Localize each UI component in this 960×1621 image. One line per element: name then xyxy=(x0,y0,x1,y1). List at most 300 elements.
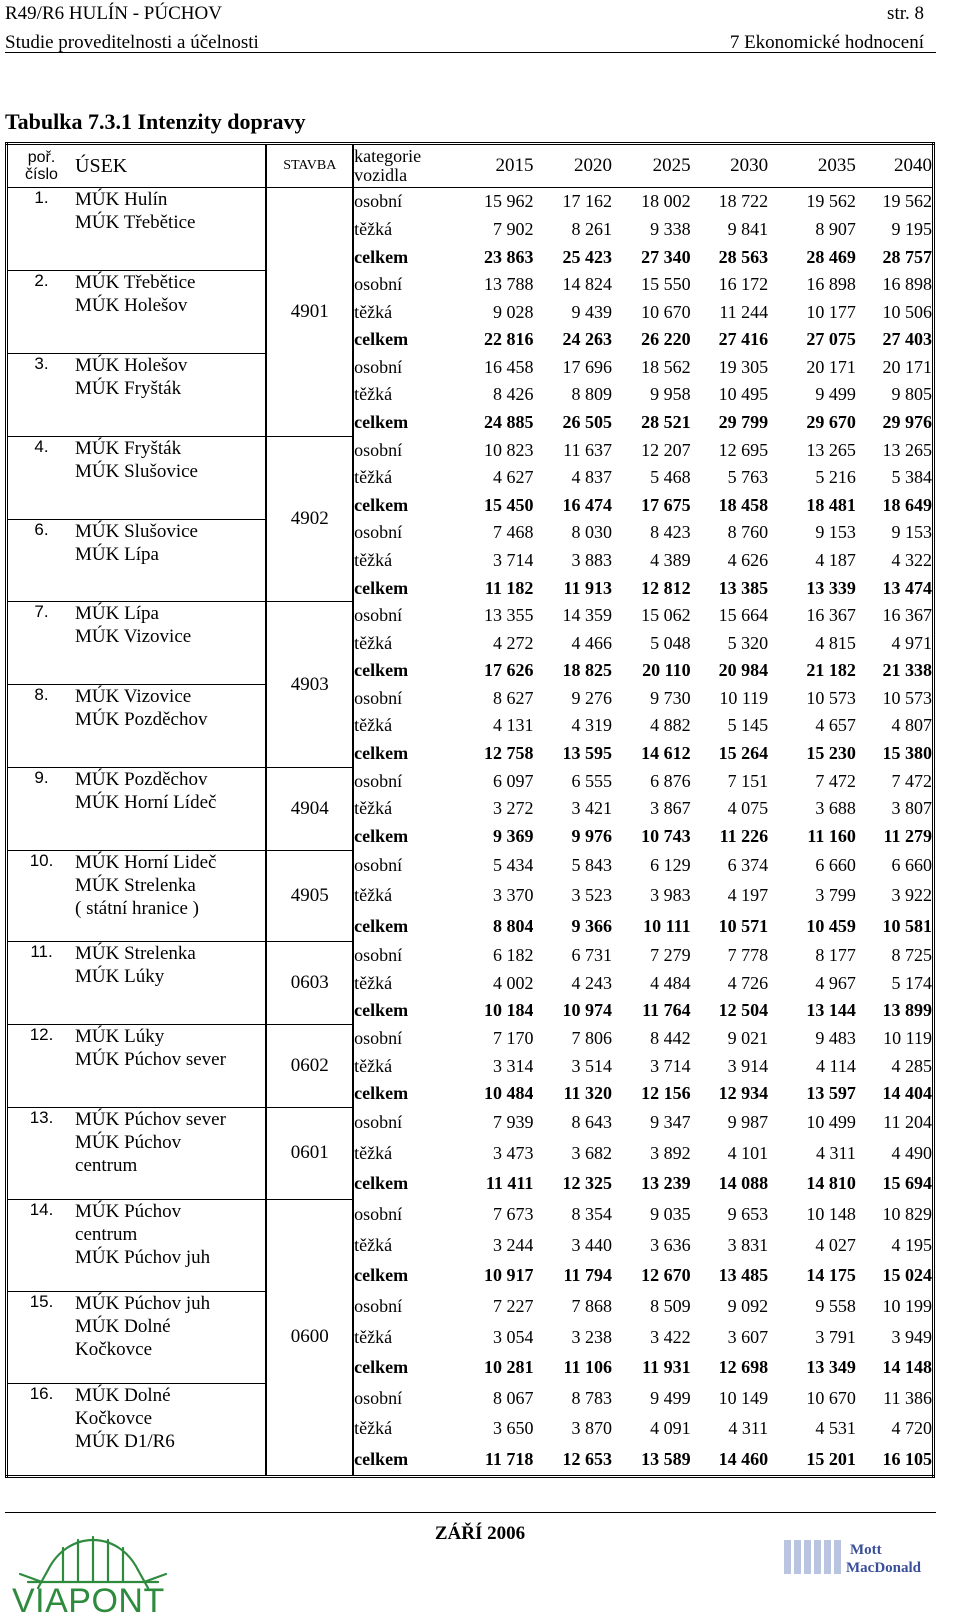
traffic-table xyxy=(5,142,935,1478)
traffic-value: 7 170 xyxy=(492,1027,534,1048)
table-row xyxy=(7,1383,934,1413)
traffic-value: 10 573 xyxy=(882,687,932,708)
traffic-value: 11 182 xyxy=(484,577,534,598)
vehicle-category: těžká xyxy=(354,1326,393,1347)
traffic-value: 4 272 xyxy=(492,632,534,653)
traffic-value: 8 783 xyxy=(571,1387,613,1408)
traffic-value: 28 469 xyxy=(806,246,856,267)
traffic-value: 10 459 xyxy=(806,916,856,937)
traffic-value: 5 468 xyxy=(650,467,691,488)
traffic-value: 9 987 xyxy=(727,1112,769,1133)
traffic-value: 10 119 xyxy=(719,687,769,708)
traffic-value: 24 885 xyxy=(483,412,534,433)
vehicle-category: celkem xyxy=(354,1083,409,1104)
row-number: 7. xyxy=(7,602,76,685)
traffic-value: 4 075 xyxy=(727,798,769,819)
traffic-value: 3 867 xyxy=(650,798,691,819)
traffic-value: 7 468 xyxy=(492,522,534,543)
traffic-value: 3 370 xyxy=(492,885,534,906)
vehicle-category: osobní xyxy=(354,770,403,791)
vehicle-category: těžká xyxy=(354,972,393,993)
traffic-value: 29 799 xyxy=(718,412,769,433)
row-number: 16. xyxy=(7,1383,76,1476)
section-name-line: MÚK Fryšták xyxy=(75,437,182,459)
traffic-value: 9 653 xyxy=(727,1204,769,1225)
traffic-value: 6 555 xyxy=(571,770,613,791)
traffic-value: 9 841 xyxy=(727,219,769,240)
traffic-value: 4 726 xyxy=(727,972,769,993)
traffic-value: 11 764 xyxy=(642,1000,691,1021)
traffic-value: 10 573 xyxy=(806,687,856,708)
stavba-code: 0602 xyxy=(266,1025,353,1108)
vehicle-category: těžká xyxy=(354,549,393,570)
traffic-value: 3 314 xyxy=(492,1055,534,1076)
row-number: 4. xyxy=(7,436,76,519)
traffic-value: 13 239 xyxy=(641,1173,691,1194)
traffic-value: 4 720 xyxy=(891,1418,932,1439)
table-caption: Tabulka 7.3.1 Intenzity dopravy xyxy=(5,109,306,134)
col-header-year: 2025 xyxy=(652,155,691,176)
traffic-value: 9 558 xyxy=(815,1296,856,1317)
traffic-value: 27 416 xyxy=(718,329,769,350)
section-name xyxy=(75,602,266,685)
section-name-line: MÚK Hulín xyxy=(75,189,168,210)
traffic-value: 16 105 xyxy=(882,1448,932,1469)
traffic-value: 5 843 xyxy=(571,854,613,875)
traffic-value: 3 650 xyxy=(492,1418,534,1439)
traffic-value: 7 673 xyxy=(492,1204,534,1225)
vehicle-category: celkem xyxy=(354,494,409,515)
table-row xyxy=(7,519,934,547)
traffic-value: 15 230 xyxy=(806,743,856,763)
row-number: 13. xyxy=(7,1107,76,1199)
traffic-value: 7 868 xyxy=(571,1296,613,1317)
traffic-value: 13 265 xyxy=(806,439,856,460)
stavba-code: 4902 xyxy=(266,436,353,601)
traffic-value: 3 831 xyxy=(727,1234,769,1255)
vehicle-category: celkem xyxy=(354,1448,409,1469)
table-row xyxy=(7,942,934,970)
traffic-value: 15 694 xyxy=(882,1173,932,1194)
vehicle-category: osobní xyxy=(354,191,403,212)
traffic-value: 15 962 xyxy=(483,191,534,212)
traffic-value: 4 971 xyxy=(891,632,932,653)
traffic-value: 8 627 xyxy=(492,687,534,708)
traffic-value: 9 369 xyxy=(492,825,534,846)
traffic-value: 28 563 xyxy=(718,246,769,267)
traffic-value: 7 939 xyxy=(492,1112,534,1133)
table-body xyxy=(7,188,934,1477)
traffic-value: 3 714 xyxy=(650,1055,691,1076)
traffic-value: 11 411 xyxy=(485,1173,534,1194)
section-name-line: MÚK Lúky xyxy=(75,966,165,988)
traffic-value: 3 799 xyxy=(815,885,856,906)
traffic-value: 3 514 xyxy=(571,1055,613,1076)
traffic-value: 6 097 xyxy=(492,770,534,791)
traffic-value: 12 653 xyxy=(562,1448,613,1469)
section-name xyxy=(75,271,266,354)
vehicle-category: těžká xyxy=(354,1055,393,1076)
traffic-value: 9 805 xyxy=(891,384,932,405)
traffic-value: 3 892 xyxy=(650,1142,691,1163)
traffic-value: 9 028 xyxy=(492,301,534,322)
traffic-value: 20 171 xyxy=(806,356,856,377)
traffic-value: 3 807 xyxy=(891,798,932,819)
section-name-line: MÚK Púchov sever xyxy=(75,1049,226,1071)
traffic-value: 15 264 xyxy=(718,743,769,763)
traffic-value: 4 657 xyxy=(815,715,856,736)
traffic-value: 4 389 xyxy=(650,549,691,570)
section-name-line: centrum xyxy=(75,1223,138,1245)
section-name xyxy=(75,519,266,602)
traffic-value: 9 730 xyxy=(650,687,691,708)
section-name-line: MÚK Púchov juh xyxy=(75,1246,211,1268)
traffic-value: 12 207 xyxy=(641,439,691,460)
row-number: 12. xyxy=(7,1025,76,1108)
traffic-value: 14 359 xyxy=(562,605,613,626)
col-header-year: 2030 xyxy=(730,155,769,176)
traffic-value: 10 743 xyxy=(641,825,691,846)
col-header-year: 2040 xyxy=(894,155,932,176)
traffic-value: 14 175 xyxy=(806,1265,856,1286)
section-name-line: MÚK Vizovice xyxy=(75,686,192,708)
traffic-value: 3 791 xyxy=(815,1326,856,1347)
traffic-value: 4 319 xyxy=(571,715,613,736)
traffic-value: 8 809 xyxy=(571,384,613,405)
traffic-value: 28 757 xyxy=(882,246,932,267)
traffic-value: 4 311 xyxy=(815,1142,856,1163)
section-name xyxy=(75,1025,266,1108)
traffic-value: 6 660 xyxy=(891,854,932,875)
traffic-value: 3 636 xyxy=(650,1234,691,1255)
traffic-value: 6 660 xyxy=(815,854,856,875)
traffic-value: 14 460 xyxy=(718,1448,769,1469)
table-row xyxy=(7,354,934,382)
traffic-value: 8 907 xyxy=(815,219,856,240)
section-name-line: Kočkovce xyxy=(75,1407,153,1429)
traffic-value: 6 876 xyxy=(650,770,691,791)
traffic-value: 16 172 xyxy=(718,274,769,295)
traffic-value: 29 976 xyxy=(882,412,932,433)
traffic-value: 17 162 xyxy=(562,191,613,212)
traffic-value: 8 426 xyxy=(492,384,534,405)
section-name-line: MÚK Púchov xyxy=(75,1200,182,1222)
vehicle-category: osobní xyxy=(354,1296,403,1317)
section-name xyxy=(75,1291,266,1383)
vehicle-category: těžká xyxy=(354,1418,393,1439)
traffic-value: 3 688 xyxy=(815,798,856,819)
traffic-value: 4 815 xyxy=(815,632,856,653)
traffic-value: 4 627 xyxy=(492,467,534,488)
section-name-line: MÚK Strelenka xyxy=(75,943,196,965)
traffic-value: 3 272 xyxy=(492,798,534,819)
traffic-value: 17 675 xyxy=(641,494,691,515)
traffic-value: 13 474 xyxy=(882,577,932,598)
traffic-value: 9 499 xyxy=(815,384,856,405)
traffic-value: 4 531 xyxy=(815,1418,856,1439)
vehicle-category: těžká xyxy=(354,219,393,240)
traffic-value: 21 338 xyxy=(882,660,932,681)
traffic-value: 9 276 xyxy=(571,687,613,708)
traffic-value: 7 151 xyxy=(727,770,769,791)
traffic-value: 24 263 xyxy=(562,329,613,350)
header-subtitle: Studie proveditelnosti a účelnosti xyxy=(5,32,259,53)
section-name xyxy=(75,942,266,1025)
traffic-value: 4 285 xyxy=(891,1055,932,1076)
traffic-value: 10 670 xyxy=(641,301,691,322)
traffic-value: 13 589 xyxy=(641,1448,691,1469)
section-name-line: MÚK Vizovice xyxy=(75,626,192,648)
row-number: 10. xyxy=(7,850,76,942)
traffic-value: 6 129 xyxy=(650,854,691,875)
traffic-value: 10 917 xyxy=(483,1265,534,1286)
stavba-code: 0601 xyxy=(266,1107,353,1199)
row-number: 2. xyxy=(7,271,76,354)
vehicle-category: celkem xyxy=(354,916,409,937)
traffic-value: 17 696 xyxy=(562,356,613,377)
traffic-value: 9 347 xyxy=(650,1112,691,1133)
table-row xyxy=(7,436,934,464)
vehicle-category: osobní xyxy=(354,274,403,295)
stavba-code: 4903 xyxy=(266,602,353,767)
traffic-value: 7 227 xyxy=(492,1296,534,1317)
section-name-line: centrum xyxy=(75,1154,138,1176)
traffic-value: 13 788 xyxy=(483,274,534,295)
traffic-value: 8 067 xyxy=(492,1387,534,1408)
vehicle-category: osobní xyxy=(354,1387,403,1408)
traffic-value: 18 825 xyxy=(562,660,613,681)
section-name xyxy=(75,1199,266,1291)
traffic-value: 7 472 xyxy=(815,770,856,791)
traffic-value: 9 195 xyxy=(891,219,932,240)
traffic-value: 22 816 xyxy=(483,329,534,350)
row-number: 15. xyxy=(7,1291,76,1383)
traffic-value: 4 807 xyxy=(891,715,932,736)
traffic-value: 4 091 xyxy=(650,1418,691,1439)
vehicle-category: těžká xyxy=(354,467,393,488)
table-row xyxy=(7,188,934,216)
traffic-value: 10 974 xyxy=(562,1000,613,1021)
vehicle-category: celkem xyxy=(354,1173,409,1194)
table-header-row xyxy=(7,144,934,188)
traffic-value: 16 367 xyxy=(806,605,856,626)
traffic-value: 14 404 xyxy=(882,1083,932,1104)
traffic-value: 18 562 xyxy=(641,356,691,377)
traffic-value: 4 002 xyxy=(492,972,534,993)
traffic-value: 9 958 xyxy=(650,384,691,405)
section-name xyxy=(75,1383,266,1476)
traffic-value: 3 523 xyxy=(571,885,613,906)
section-name-line: MÚK Strelenka xyxy=(75,874,196,896)
table-row xyxy=(7,1025,934,1053)
traffic-value: 10 506 xyxy=(882,301,932,322)
traffic-value: 13 265 xyxy=(882,439,932,460)
traffic-value: 10 495 xyxy=(718,384,769,405)
row-number: 3. xyxy=(7,354,76,437)
stavba-code: 4901 xyxy=(266,188,353,437)
section-name-line: MÚK Lípa xyxy=(75,603,159,625)
table-row xyxy=(7,1199,934,1230)
vehicle-category: osobní xyxy=(354,605,403,626)
traffic-value: 7 806 xyxy=(571,1027,613,1048)
traffic-value: 16 898 xyxy=(806,274,856,295)
traffic-value: 13 485 xyxy=(718,1265,769,1286)
vehicle-category: těžká xyxy=(354,1234,393,1255)
stavba-code: 4904 xyxy=(266,767,353,850)
mott-logo-text: Mott xyxy=(850,1542,882,1558)
traffic-value: 5 145 xyxy=(727,715,769,736)
traffic-value: 4 466 xyxy=(571,632,613,653)
traffic-value: 21 182 xyxy=(806,660,856,681)
section-name-line: MÚK Třebětice xyxy=(75,212,196,233)
traffic-value: 4 882 xyxy=(650,715,691,736)
traffic-value: 28 521 xyxy=(641,412,691,433)
section-name-line: MÚK Holešov xyxy=(75,295,188,317)
viapont-logo-text: VIAPONT xyxy=(12,1582,165,1618)
traffic-value: 13 595 xyxy=(562,743,613,763)
vehicle-category: osobní xyxy=(354,945,403,966)
section-name xyxy=(75,850,266,942)
vehicle-category: celkem xyxy=(354,660,409,681)
traffic-value: 14 612 xyxy=(641,743,691,763)
traffic-value: 8 354 xyxy=(571,1204,613,1225)
stavba-code: 0603 xyxy=(266,942,353,1025)
col-header-year: 2015 xyxy=(495,155,534,176)
traffic-value: 8 423 xyxy=(650,522,691,543)
section-name-line: MÚK Třebětice xyxy=(75,272,196,294)
vehicle-category: těžká xyxy=(354,301,393,322)
traffic-value: 3 422 xyxy=(650,1326,691,1347)
table-row xyxy=(7,685,934,713)
traffic-value: 9 366 xyxy=(571,916,613,937)
row-number: 14. xyxy=(7,1199,76,1291)
traffic-value: 4 187 xyxy=(815,549,856,570)
traffic-value: 10 484 xyxy=(483,1083,534,1104)
traffic-value: 11 913 xyxy=(563,577,613,598)
footer-rule xyxy=(5,1512,936,1513)
traffic-value: 18 649 xyxy=(882,494,932,515)
traffic-value: 11 320 xyxy=(563,1083,613,1104)
traffic-value: 9 153 xyxy=(891,522,932,543)
traffic-value: 27 075 xyxy=(806,329,856,350)
traffic-value: 9 153 xyxy=(815,522,856,543)
col-header-year: 2035 xyxy=(817,155,856,176)
section-name-line: MÚK Dolné xyxy=(75,1315,171,1337)
traffic-value: 11 204 xyxy=(883,1112,932,1133)
traffic-value: 4 101 xyxy=(727,1142,769,1163)
section-name-line: Kočkovce xyxy=(75,1338,153,1360)
section-name-line: MÚK Slušovice xyxy=(75,520,198,542)
traffic-value: 16 898 xyxy=(882,274,932,295)
traffic-value: 11 106 xyxy=(563,1357,613,1378)
traffic-value: 9 976 xyxy=(571,825,613,846)
page-number: str. 8 xyxy=(887,3,924,24)
section-name-line: MÚK Dolné xyxy=(75,1384,171,1406)
traffic-value: 11 637 xyxy=(563,439,613,460)
traffic-value: 4 837 xyxy=(571,467,613,488)
section-name-line: MÚK Horní Lídeč xyxy=(75,791,217,813)
section-name-line: MÚK Lípa xyxy=(75,543,159,565)
traffic-value: 15 380 xyxy=(882,743,932,763)
vehicle-category: celkem xyxy=(354,246,409,267)
table-row xyxy=(7,1291,934,1322)
traffic-value: 11 226 xyxy=(719,825,769,846)
traffic-value: 9 499 xyxy=(650,1387,691,1408)
traffic-value: 10 281 xyxy=(483,1357,534,1378)
traffic-value: 5 320 xyxy=(727,632,769,653)
table-row xyxy=(7,271,934,299)
mott-macdonald-logo xyxy=(780,1530,930,1590)
traffic-value: 14 810 xyxy=(806,1173,856,1194)
traffic-value: 3 054 xyxy=(492,1326,534,1347)
traffic-value: 6 731 xyxy=(571,945,613,966)
vehicle-category: celkem xyxy=(354,825,409,846)
traffic-value: 19 305 xyxy=(718,356,769,377)
section-name-line: MÚK Pozděchov xyxy=(75,768,208,790)
section-name xyxy=(75,1107,266,1199)
traffic-value: 4 311 xyxy=(728,1418,769,1439)
traffic-value: 25 423 xyxy=(562,246,613,267)
vehicle-category: celkem xyxy=(354,743,409,763)
traffic-value: 5 763 xyxy=(727,467,769,488)
traffic-value: 9 439 xyxy=(571,301,613,322)
traffic-value: 12 695 xyxy=(718,439,769,460)
traffic-value: 4 322 xyxy=(891,549,932,570)
traffic-value: 29 670 xyxy=(806,412,856,433)
traffic-value: 9 021 xyxy=(727,1027,769,1048)
traffic-value: 4 490 xyxy=(891,1142,932,1163)
traffic-value: 11 279 xyxy=(883,825,932,846)
traffic-value: 10 149 xyxy=(718,1387,769,1408)
traffic-value: 19 562 xyxy=(806,191,856,212)
traffic-value: 12 812 xyxy=(641,577,691,598)
row-number: 9. xyxy=(7,767,76,850)
traffic-value: 9 338 xyxy=(650,219,691,240)
traffic-value: 14 148 xyxy=(882,1357,932,1378)
traffic-value: 12 670 xyxy=(641,1265,691,1286)
traffic-value: 10 111 xyxy=(643,916,691,937)
traffic-value: 3 244 xyxy=(492,1234,534,1255)
section-name-line: MÚK Slušovice xyxy=(75,460,198,482)
traffic-value: 27 340 xyxy=(641,246,691,267)
traffic-value: 15 450 xyxy=(483,494,534,515)
traffic-value: 3 870 xyxy=(571,1418,613,1439)
traffic-value: 13 349 xyxy=(806,1357,856,1378)
traffic-value: 3 883 xyxy=(571,549,613,570)
section-name xyxy=(75,436,266,519)
traffic-value: 3 714 xyxy=(492,549,534,570)
traffic-value: 8 261 xyxy=(571,219,613,240)
row-number: 8. xyxy=(7,685,76,768)
traffic-value: 5 048 xyxy=(650,632,691,653)
traffic-value: 13 144 xyxy=(806,1000,856,1021)
table-row xyxy=(7,767,934,795)
vehicle-category: těžká xyxy=(354,384,393,405)
section-name xyxy=(75,188,266,271)
traffic-value: 5 174 xyxy=(891,972,932,993)
traffic-value: 8 804 xyxy=(492,916,534,937)
vehicle-category: celkem xyxy=(354,329,409,350)
traffic-value: 8 725 xyxy=(891,945,932,966)
vehicle-category: těžká xyxy=(354,1142,393,1163)
traffic-value: 27 403 xyxy=(882,329,932,350)
traffic-value: 18 458 xyxy=(718,494,769,515)
vehicle-category: těžká xyxy=(354,798,393,819)
stavba-code: 4905 xyxy=(266,850,353,942)
traffic-value: 5 434 xyxy=(492,854,534,875)
traffic-value: 16 474 xyxy=(562,494,613,515)
table-row xyxy=(7,850,934,881)
